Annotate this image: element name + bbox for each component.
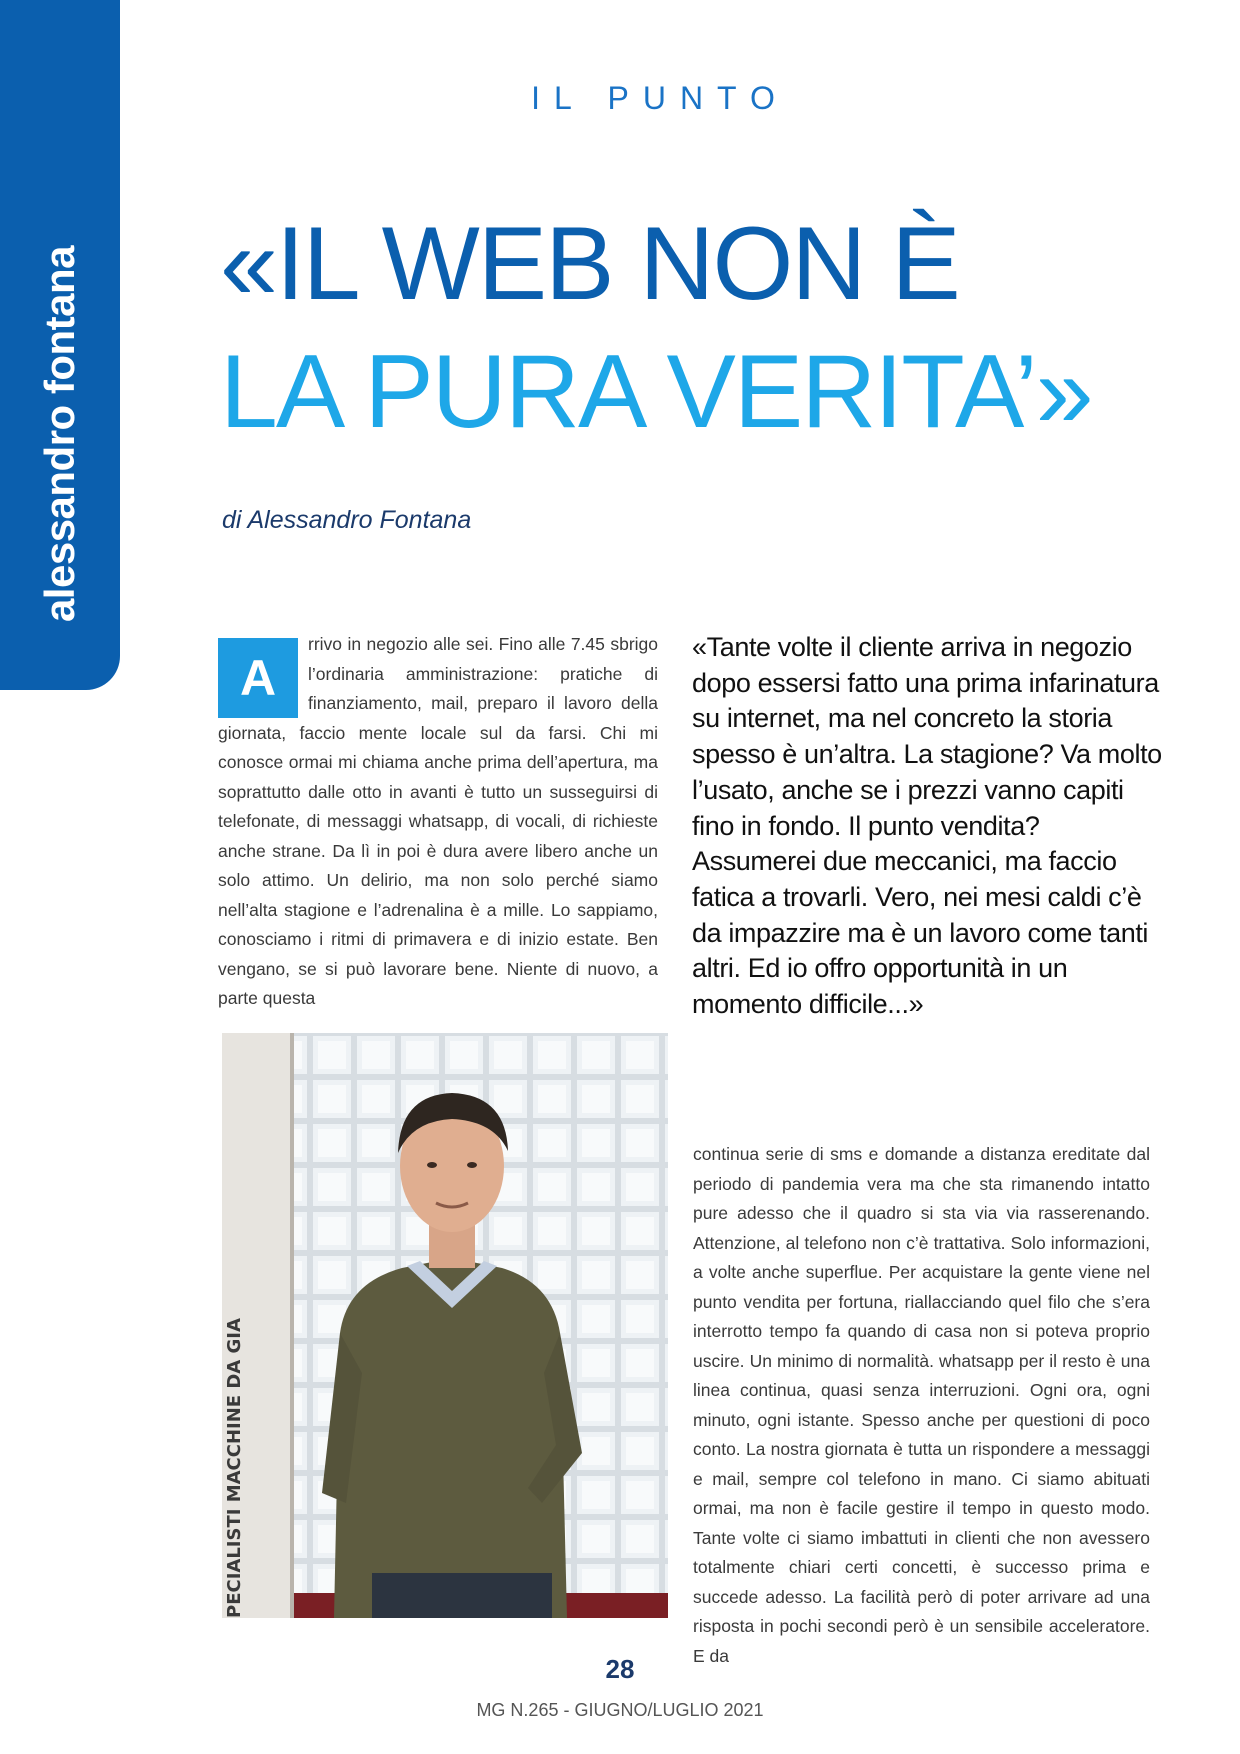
author-tab-label: alessandro fontana — [36, 245, 83, 623]
portrait-photo — [222, 1033, 668, 1618]
byline: di Alessandro Fontana — [222, 506, 472, 534]
title-line-1: «IL WEB NON È — [220, 206, 959, 322]
portrait-illustration — [222, 1033, 668, 1618]
pull-quote: «Tante volte il cliente arriva in negozio dopo essersi fatto una prima infarinatura su internet, ma nel concreto la storia spesso è un’altra. La stagione? Va molto l’usato, anche se i prezzi vanno capiti fino in fondo. Il punto vendita? Assumerei due meccanici, ma faccio fatica a trovarli. Vero, nei mesi caldi c’è da impazzire ma è un lavoro come tanti altri. Ed io offro opportunità in un momento difficile...» — [692, 632, 1162, 1020]
intro-text: rrivo in negozio alle sei. Fino alle 7.45 sbrigo l’ordinaria amministrazione: pratiche di finanziamento, mail, preparo il lavoro della giornata, faccio mente locale sul da farsi. Chi mi conosce ormai mi chiama anche prima dell’apertura, ma soprattutto dalle otto in avanti è tutto un susseguirsi di telefonate, di messaggi whatsapp, di vocali, di richieste anche strane. Da lì in poi è dura avere libero anche un solo attimo. Un delirio, ma non solo perché siamo nell’alta stagione e l’adrenalina è a mille. Lo sappiamo, conosciamo i ritmi di primavera e di inizio estate. Ben vengano, se si può lavorare bene. Niente di nuovo, a parte questa — [218, 634, 658, 1008]
section-kicker: IL PUNTO — [531, 80, 789, 116]
banner-text: PECIALISTI MACCHINE DA GIA — [224, 1318, 245, 1618]
title-line-2: LA PURA VERITA’» — [220, 334, 1092, 450]
page-number: 28 — [605, 1654, 635, 1684]
continued-column: continua serie di sms e domande a distanza ereditate dal periodo di pandemia vera ma che sta rimanendo intatto pure adesso che il quadro si sta via via rasserenando. Attenzione, al telefono non c’è trattativa. Solo informazioni, a volte anche superflue. Per acquistare la gente viene nel punto vendita per fortuna, riallacciando quel filo che s’era interrotto tempo fa quando di casa non si poteva proprio uscire. Un minimo di normalità. whatsapp per il resto è una linea continua, quasi senza interruzioni. Ogni ora, ogni minuto, ogni istante. Spesso anche per questioni di poco conto. La nostra giornata è tutta un rispondere a messaggi e mail, sempre col telefono in mano. Ci siamo abituati ormai, ma non è facile gestire il tempo in questo modo. Tante volte ci siamo imbattuti in clienti che non avessero totalmente chiari certi concetti, è successo prima e succede adesso. La facilità però di poter arrivare ad una risposta in pochi secondi però è un sensibile acceleratore. E da — [693, 1144, 1150, 1666]
intro-column — [218, 630, 658, 1014]
author-side-tab — [0, 0, 120, 690]
issue-footer: MG N.265 - GIUGNO/LUGLIO 2021 — [476, 1700, 764, 1720]
drop-cap: A — [218, 638, 298, 718]
article-title — [220, 200, 1092, 456]
